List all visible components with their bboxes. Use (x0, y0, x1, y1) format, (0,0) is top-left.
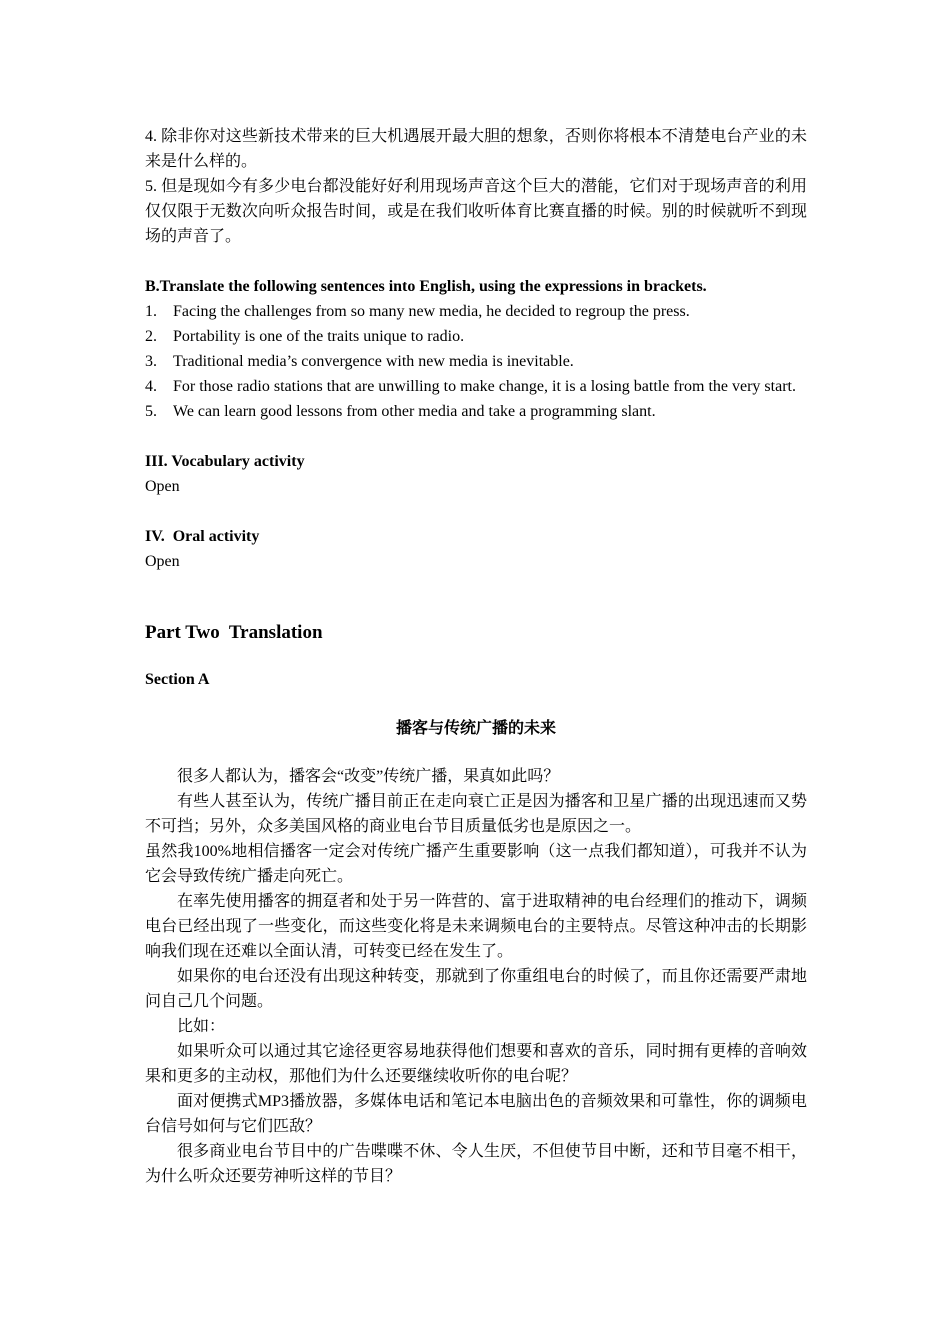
answer-item-5: 5. 但是现如今有多少电台都没能好好利用现场声音这个巨大的潜能，它们对于现场声音的利用仅仅限于无数次向听众报告时间，或是在我们收听体育比赛直播的时候。别的时候就听不到现场的声音了。 (145, 178, 807, 245)
section-b-heading: B.Translate the following sentences into English, using the expressions in brackets. (145, 278, 707, 295)
oral-body: Open (145, 553, 180, 570)
list-item: 4. For those radio stations that are unwilling to make change, it is a losing battle from the very start. (145, 378, 796, 395)
article-paragraph: 比如： (177, 1018, 226, 1035)
list-item: 5. We can learn good lessons from other media and take a programming slant. (145, 403, 656, 420)
vocab-body: Open (145, 478, 180, 495)
article-title: 播客与传统广播的未来 (395, 720, 556, 737)
document-page (145, 124, 807, 1189)
article-paragraph: 很多商业电台节目中的广告喋喋不休、令人生厌，不但使节目中断，还和节目毫不相干，为什么听众还要劳神听这样的节目？ (145, 1143, 807, 1185)
article-paragraph: 有些人甚至认为，传统广播目前正在走向衰亡正是因为播客和卫星广播的出现迅速而又势不可挡；另外，众多美国风格的商业电台节目质量低劣也是原因之一。 (145, 793, 807, 835)
list-item: 3. Traditional media’s convergence with new media is inevitable. (145, 353, 574, 370)
article-paragraph: 如果听众可以通过其它途径更容易地获得他们想要和喜欢的音乐，同时拥有更棒的音响效果和更多的主动权，那他们为什么还要继续收听你的电台呢？ (145, 1043, 807, 1085)
oral-heading: IV. Oral activity (145, 528, 260, 545)
article-paragraph: 在率先使用播客的拥趸者和处于另一阵营的、富于进取精神的电台经理们的推动下，调频电台已经出现了一些变化，而这些变化将是未来调频电台的主要特点。尽管这种冲击的长期影响我们现在还难以全面认清，可转变已经在发生了。 (145, 893, 807, 960)
part-two-title: Part Two Translation (145, 622, 323, 643)
article-paragraph: 很多人都认为，播客会“改变”传统广播，果真如此吗？ (177, 768, 560, 785)
section-a-title: Section A (145, 671, 210, 688)
list-item: 2. Portability is one of the traits unique to radio. (145, 328, 465, 345)
vocab-heading: III. Vocabulary activity (145, 453, 305, 470)
list-item: 1. Facing the challenges from so many new media, he decided to regroup the press. (145, 303, 690, 320)
article-paragraph: 虽然我100%地相信播客一定会对传统广播产生重要影响（这一点我们都知道），可我并不认为它会导致传统广播走向死亡。 (145, 843, 807, 885)
section-b-list (145, 299, 807, 424)
article-paragraph: 如果你的电台还没有出现这种转变，那就到了你重组电台的时候了，而且你还需要严肃地问自己几个问题。 (145, 968, 807, 1010)
article-paragraph: 面对便携式MP3播放器，多媒体电话和笔记本电脑出色的音频效果和可靠性，你的调频电台信号如何与它们匹敌？ (145, 1093, 807, 1135)
answer-item-4: 4. 除非你对这些新技术带来的巨大机遇展开最大胆的想象，否则你将根本不清楚电台产业的未来是什么样的。 (145, 128, 807, 170)
